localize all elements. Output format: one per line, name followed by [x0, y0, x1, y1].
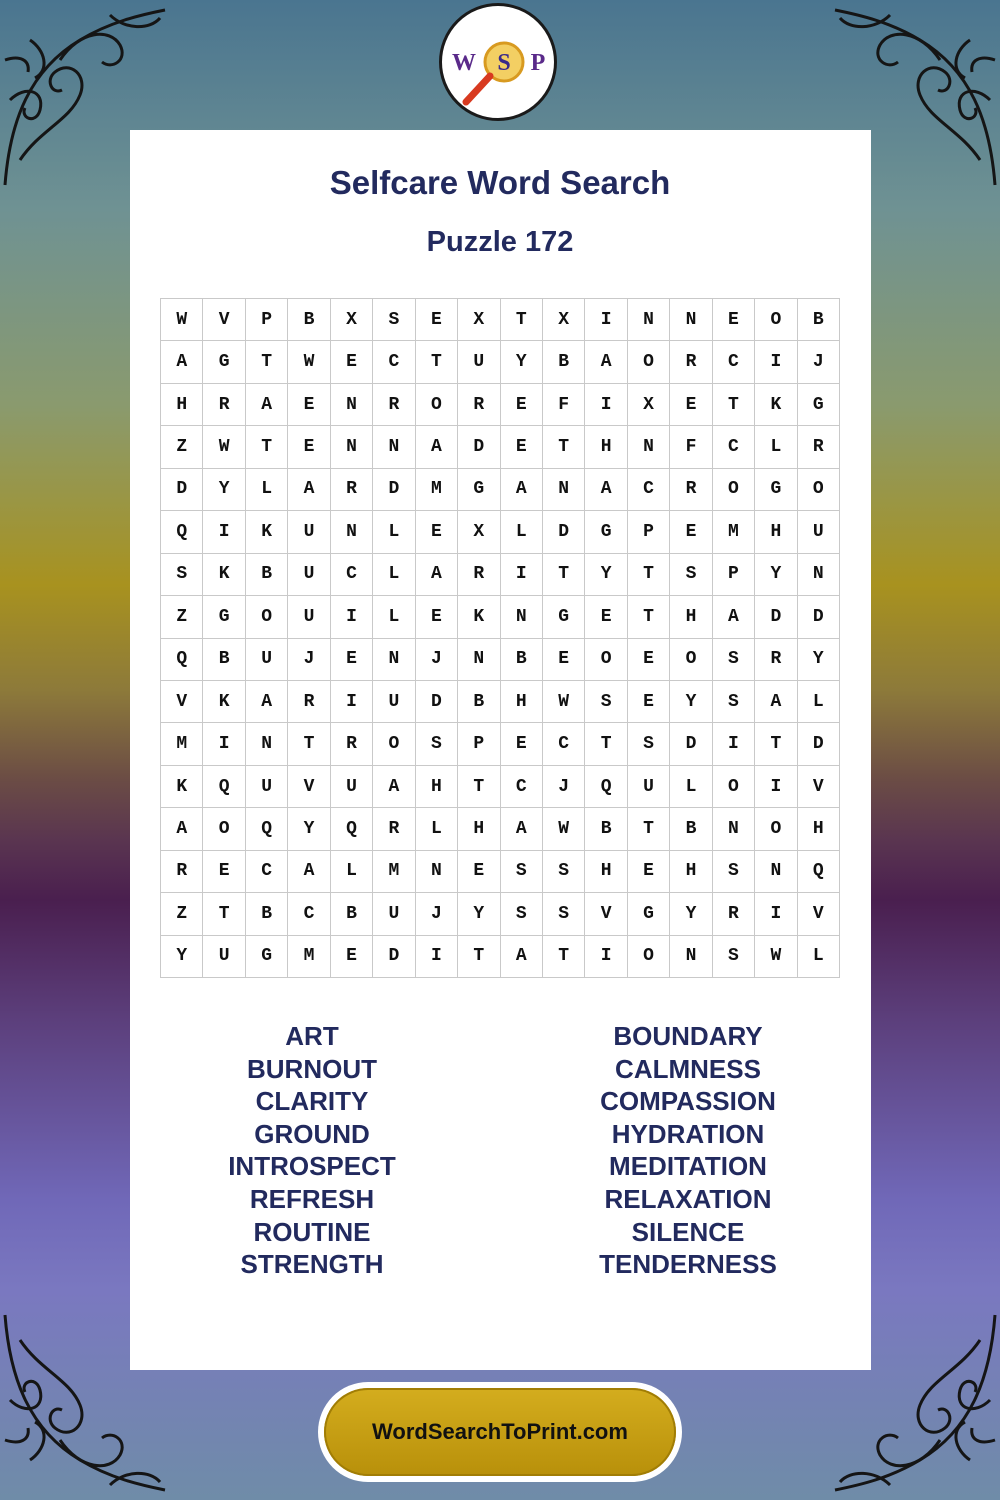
grid-cell[interactable]: B [458, 681, 500, 723]
grid-cell[interactable]: T [713, 384, 755, 426]
grid-cell[interactable]: E [331, 936, 373, 978]
word-list-item: ART [285, 1021, 339, 1051]
grid-cell[interactable]: H [585, 851, 627, 893]
grid-cell[interactable]: J [416, 639, 458, 681]
logo-letter-p: P [530, 50, 546, 76]
grid-cell[interactable]: T [628, 554, 670, 596]
grid-cell[interactable]: U [203, 936, 245, 978]
grid-cell[interactable]: T [288, 723, 330, 765]
grid-cell[interactable]: T [585, 723, 627, 765]
grid-cell[interactable]: P [246, 299, 288, 341]
grid-cell[interactable]: N [628, 299, 670, 341]
grid-cell[interactable]: Y [501, 341, 543, 383]
grid-cell[interactable]: H [798, 808, 840, 850]
grid-cell[interactable]: S [161, 554, 203, 596]
grid-cell[interactable]: K [161, 766, 203, 808]
grid-cell[interactable]: N [628, 426, 670, 468]
grid-cell[interactable]: U [288, 554, 330, 596]
grid-cell[interactable]: I [585, 299, 627, 341]
grid-cell[interactable]: O [585, 639, 627, 681]
grid-cell[interactable]: T [543, 554, 585, 596]
grid-cell[interactable]: X [331, 299, 373, 341]
grid-cell[interactable]: N [331, 384, 373, 426]
grid-cell[interactable]: H [458, 808, 500, 850]
grid-cell[interactable]: A [755, 681, 797, 723]
grid-cell[interactable]: S [713, 936, 755, 978]
puzzle-number: Puzzle 172 [426, 226, 574, 258]
grid-cell[interactable]: T [416, 341, 458, 383]
grid-cell[interactable]: E [203, 851, 245, 893]
grid-cell[interactable]: B [798, 299, 840, 341]
grid-cell[interactable]: Q [331, 808, 373, 850]
grid-cell[interactable]: S [713, 851, 755, 893]
grid-cell[interactable]: P [713, 554, 755, 596]
grid-cell[interactable]: E [331, 639, 373, 681]
grid-cell[interactable]: F [670, 426, 712, 468]
grid-cell[interactable]: A [246, 384, 288, 426]
grid-cell[interactable]: D [373, 936, 415, 978]
grid-cell[interactable]: A [713, 596, 755, 638]
grid-cell[interactable]: Y [458, 893, 500, 935]
letter-grid[interactable] [160, 298, 840, 978]
grid-cell[interactable]: Z [161, 596, 203, 638]
grid-cell[interactable]: N [246, 723, 288, 765]
grid-cell[interactable]: R [798, 426, 840, 468]
grid-cell[interactable]: X [458, 299, 500, 341]
grid-cell[interactable]: O [373, 723, 415, 765]
grid-cell[interactable]: J [288, 639, 330, 681]
grid-cell[interactable]: C [628, 469, 670, 511]
grid-cell[interactable]: E [585, 596, 627, 638]
grid-cell[interactable]: P [458, 723, 500, 765]
grid-cell[interactable]: Y [288, 808, 330, 850]
grid-cell[interactable]: M [161, 723, 203, 765]
grid-cell[interactable]: S [543, 851, 585, 893]
grid-cell[interactable]: Y [798, 639, 840, 681]
grid-cell[interactable]: G [543, 596, 585, 638]
grid-cell[interactable]: H [670, 851, 712, 893]
grid-cell[interactable]: Y [161, 936, 203, 978]
grid-cell[interactable]: T [458, 936, 500, 978]
grid-cell[interactable]: I [416, 936, 458, 978]
grid-cell[interactable]: Y [670, 893, 712, 935]
grid-cell[interactable]: L [373, 554, 415, 596]
grid-cell[interactable]: N [373, 426, 415, 468]
grid-cell[interactable]: O [203, 808, 245, 850]
grid-cell[interactable]: E [416, 299, 458, 341]
grid-cell[interactable]: U [458, 341, 500, 383]
grid-cell[interactable]: W [161, 299, 203, 341]
grid-cell[interactable]: Y [203, 469, 245, 511]
grid-cell[interactable]: L [755, 426, 797, 468]
grid-cell[interactable]: T [628, 596, 670, 638]
grid-cell[interactable]: D [798, 596, 840, 638]
grid-cell[interactable]: V [203, 299, 245, 341]
grid-cell[interactable]: I [585, 936, 627, 978]
grid-cell[interactable]: B [288, 299, 330, 341]
grid-cell[interactable]: U [798, 511, 840, 553]
grid-cell[interactable]: H [501, 681, 543, 723]
grid-cell[interactable]: R [755, 639, 797, 681]
grid-cell[interactable]: V [798, 766, 840, 808]
grid-cell[interactable]: O [713, 469, 755, 511]
grid-cell[interactable]: W [543, 808, 585, 850]
grid-cell[interactable]: H [416, 766, 458, 808]
grid-cell[interactable]: G [798, 384, 840, 426]
grid-cell[interactable]: U [288, 511, 330, 553]
grid-cell[interactable]: A [501, 936, 543, 978]
grid-cell[interactable]: V [585, 893, 627, 935]
word-list-item: COMPASSION [600, 1086, 776, 1117]
word-list-item: ROUTINE [253, 1216, 371, 1247]
grid-cell[interactable]: N [670, 936, 712, 978]
grid-cell[interactable]: B [331, 893, 373, 935]
word-list-left [162, 1020, 462, 1281]
grid-cell[interactable]: M [288, 936, 330, 978]
grid-cell[interactable]: V [798, 893, 840, 935]
grid-cell[interactable]: E [543, 639, 585, 681]
grid-cell[interactable]: D [458, 426, 500, 468]
grid-cell[interactable]: T [203, 893, 245, 935]
grid-cell[interactable]: E [288, 426, 330, 468]
grid-cell[interactable]: N [331, 511, 373, 553]
grid-cell[interactable]: X [628, 384, 670, 426]
grid-cell[interactable]: N [458, 639, 500, 681]
grid-cell[interactable]: A [501, 469, 543, 511]
grid-cell[interactable]: E [416, 511, 458, 553]
grid-cell[interactable]: C [501, 766, 543, 808]
grid-cell[interactable]: K [246, 511, 288, 553]
grid-cell[interactable]: C [713, 426, 755, 468]
grid-cell[interactable]: O [755, 808, 797, 850]
grid-cell[interactable]: M [713, 511, 755, 553]
grid-cell[interactable]: C [246, 851, 288, 893]
grid-cell[interactable]: C [331, 554, 373, 596]
grid-cell[interactable]: L [798, 936, 840, 978]
word-list-item: RELAXATION [604, 1183, 772, 1214]
grid-cell[interactable]: A [373, 766, 415, 808]
grid-cell[interactable]: I [331, 681, 373, 723]
grid-cell[interactable]: N [373, 639, 415, 681]
grid-cell[interactable]: I [755, 893, 797, 935]
grid-cell[interactable]: H [755, 511, 797, 553]
grid-cell[interactable]: I [331, 596, 373, 638]
grid-cell[interactable]: N [331, 426, 373, 468]
grid-cell[interactable]: Y [585, 554, 627, 596]
grid-cell[interactable]: W [755, 936, 797, 978]
grid-cell[interactable]: I [755, 341, 797, 383]
grid-cell[interactable]: N [416, 851, 458, 893]
grid-cell[interactable]: J [416, 893, 458, 935]
grid-cell[interactable]: V [288, 766, 330, 808]
grid-cell[interactable]: O [755, 299, 797, 341]
grid-cell[interactable]: P [628, 511, 670, 553]
word-list-item: SILENCE [631, 1216, 745, 1247]
grid-cell[interactable]: N [543, 469, 585, 511]
grid-cell[interactable]: C [288, 893, 330, 935]
grid-cell[interactable]: K [203, 554, 245, 596]
grid-cell[interactable]: B [585, 808, 627, 850]
grid-cell[interactable]: G [585, 511, 627, 553]
grid-cell[interactable]: O [713, 766, 755, 808]
word-list-item: BOUNDARY [613, 1021, 763, 1051]
grid-cell[interactable]: O [670, 639, 712, 681]
grid-cell[interactable]: B [246, 893, 288, 935]
word-list-item: STRENGTH [240, 1249, 384, 1280]
grid-cell[interactable]: E [628, 851, 670, 893]
grid-cell[interactable]: E [628, 681, 670, 723]
grid-cell[interactable]: E [628, 639, 670, 681]
grid-cell[interactable]: X [458, 511, 500, 553]
grid-cell[interactable]: N [755, 851, 797, 893]
grid-cell[interactable]: A [288, 851, 330, 893]
grid-cell[interactable]: R [670, 469, 712, 511]
grid-cell[interactable]: L [416, 808, 458, 850]
grid-cell[interactable]: N [798, 554, 840, 596]
grid-cell[interactable]: Q [161, 639, 203, 681]
grid-cell[interactable]: V [161, 681, 203, 723]
grid-cell[interactable]: T [246, 426, 288, 468]
grid-cell[interactable]: T [628, 808, 670, 850]
grid-cell[interactable]: W [543, 681, 585, 723]
grid-cell[interactable]: U [373, 893, 415, 935]
grid-cell[interactable]: H [585, 426, 627, 468]
grid-cell[interactable]: U [373, 681, 415, 723]
grid-cell[interactable]: T [543, 936, 585, 978]
grid-cell[interactable]: W [203, 426, 245, 468]
grid-cell[interactable]: D [798, 723, 840, 765]
grid-cell[interactable]: C [373, 341, 415, 383]
grid-cell[interactable]: D [755, 596, 797, 638]
grid-cell[interactable]: E [670, 511, 712, 553]
grid-cell[interactable]: G [203, 341, 245, 383]
grid-cell[interactable]: A [585, 341, 627, 383]
grid-cell[interactable]: A [161, 341, 203, 383]
grid-cell[interactable]: A [288, 469, 330, 511]
logo-letter-w: W [452, 50, 476, 76]
grid-cell[interactable]: J [798, 341, 840, 383]
grid-cell[interactable]: I [755, 766, 797, 808]
grid-cell[interactable]: A [161, 808, 203, 850]
logo-letter-s: S [497, 50, 511, 76]
grid-cell[interactable]: S [628, 723, 670, 765]
grid-cell[interactable]: U [628, 766, 670, 808]
grid-cell[interactable]: R [331, 469, 373, 511]
grid-cell[interactable]: N [670, 299, 712, 341]
grid-cell[interactable]: T [501, 299, 543, 341]
grid-cell[interactable]: E [331, 341, 373, 383]
grid-cell[interactable]: E [713, 299, 755, 341]
grid-cell[interactable]: L [373, 511, 415, 553]
grid-cell[interactable]: Y [755, 554, 797, 596]
grid-cell[interactable]: S [501, 893, 543, 935]
grid-cell[interactable]: A [501, 808, 543, 850]
grid-cell[interactable]: F [543, 384, 585, 426]
grid-cell[interactable]: S [416, 723, 458, 765]
grid-cell[interactable]: U [331, 766, 373, 808]
grid-cell[interactable]: Z [161, 893, 203, 935]
grid-cell[interactable]: O [798, 469, 840, 511]
grid-cell[interactable]: I [203, 511, 245, 553]
word-list-item: MEDITATION [609, 1151, 767, 1182]
grid-cell[interactable]: B [501, 639, 543, 681]
grid-cell[interactable]: A [585, 469, 627, 511]
page-title: Selfcare Word Search [329, 164, 671, 201]
grid-cell[interactable]: R [203, 384, 245, 426]
grid-cell[interactable]: I [585, 384, 627, 426]
grid-cell[interactable]: A [416, 554, 458, 596]
grid-cell[interactable]: B [246, 554, 288, 596]
grid-cell[interactable]: Q [798, 851, 840, 893]
grid-cell[interactable]: R [288, 681, 330, 723]
grid-cell[interactable]: G [203, 596, 245, 638]
grid-cell[interactable]: R [458, 384, 500, 426]
grid-cell[interactable]: G [755, 469, 797, 511]
grid-cell[interactable]: T [755, 723, 797, 765]
grid-cell[interactable]: L [246, 469, 288, 511]
word-list-item: REFRESH [249, 1183, 375, 1214]
grid-cell[interactable]: K [755, 384, 797, 426]
grid-cell[interactable]: I [713, 723, 755, 765]
grid-cell[interactable]: L [670, 766, 712, 808]
grid-cell[interactable]: L [331, 851, 373, 893]
word-list-item: INTROSPECT [228, 1151, 396, 1182]
grid-cell[interactable]: R [161, 851, 203, 893]
grid-cell[interactable]: B [543, 341, 585, 383]
grid-cell[interactable]: G [458, 469, 500, 511]
grid-cell[interactable]: S [585, 681, 627, 723]
grid-cell[interactable]: Y [670, 681, 712, 723]
grid-cell[interactable]: D [373, 469, 415, 511]
grid-cell[interactable]: D [416, 681, 458, 723]
grid-cell[interactable]: Z [161, 426, 203, 468]
grid-cell[interactable]: U [288, 596, 330, 638]
grid-cell[interactable]: Q [203, 766, 245, 808]
word-list-item: CLARITY [255, 1086, 369, 1117]
grid-cell[interactable]: L [501, 511, 543, 553]
grid-cell[interactable]: N [501, 596, 543, 638]
grid-cell[interactable]: S [373, 299, 415, 341]
grid-cell[interactable]: D [670, 723, 712, 765]
grid-cell[interactable]: E [416, 596, 458, 638]
grid-cell[interactable]: O [628, 936, 670, 978]
grid-cell[interactable]: A [246, 681, 288, 723]
grid-cell[interactable]: U [246, 639, 288, 681]
grid-cell[interactable]: T [543, 426, 585, 468]
grid-cell[interactable]: G [628, 893, 670, 935]
grid-cell[interactable]: E [458, 851, 500, 893]
grid-cell[interactable]: H [670, 596, 712, 638]
website-button[interactable]: WordSearchToPrint.com [324, 1388, 676, 1476]
grid-cell[interactable]: D [161, 469, 203, 511]
grid-cell[interactable]: A [416, 426, 458, 468]
grid-cell[interactable]: E [501, 384, 543, 426]
word-list-item: HYDRATION [611, 1118, 765, 1149]
grid-cell[interactable]: R [458, 554, 500, 596]
grid-cell[interactable]: O [628, 341, 670, 383]
grid-cell[interactable]: U [246, 766, 288, 808]
grid-cell[interactable]: X [543, 299, 585, 341]
word-list-item: CALMNESS [615, 1053, 761, 1084]
grid-cell[interactable]: T [246, 341, 288, 383]
grid-cell[interactable]: J [543, 766, 585, 808]
grid-cell[interactable]: E [501, 426, 543, 468]
grid-cell[interactable]: W [288, 341, 330, 383]
grid-cell[interactable]: E [670, 384, 712, 426]
grid-cell[interactable]: R [331, 723, 373, 765]
grid-cell[interactable]: S [713, 681, 755, 723]
grid-cell[interactable]: S [501, 851, 543, 893]
grid-cell[interactable]: N [713, 808, 755, 850]
wsp-logo[interactable] [439, 3, 557, 121]
grid-cell[interactable]: H [161, 384, 203, 426]
grid-cell[interactable]: D [543, 511, 585, 553]
grid-cell[interactable]: M [373, 851, 415, 893]
grid-cell[interactable]: S [543, 893, 585, 935]
grid-cell[interactable]: T [458, 766, 500, 808]
grid-cell[interactable]: Q [585, 766, 627, 808]
grid-cell[interactable]: S [713, 639, 755, 681]
grid-cell[interactable]: K [458, 596, 500, 638]
grid-cell[interactable]: Q [246, 808, 288, 850]
word-list-item: TENDERNESS [599, 1249, 777, 1280]
grid-cell[interactable]: E [288, 384, 330, 426]
grid-cell[interactable]: B [670, 808, 712, 850]
word-list-item: GROUND [254, 1118, 370, 1149]
grid-cell[interactable]: R [713, 893, 755, 935]
grid-cell[interactable]: R [670, 341, 712, 383]
grid-cell[interactable]: I [501, 554, 543, 596]
word-list-right [538, 1020, 838, 1281]
grid-cell[interactable]: K [203, 681, 245, 723]
grid-cell[interactable]: L [373, 596, 415, 638]
grid-cell[interactable]: C [543, 723, 585, 765]
word-list-item: BURNOUT [247, 1053, 377, 1084]
grid-cell[interactable]: C [713, 341, 755, 383]
grid-cell[interactable]: M [416, 469, 458, 511]
grid-cell[interactable]: O [246, 596, 288, 638]
grid-cell[interactable]: I [203, 723, 245, 765]
grid-cell[interactable]: L [798, 681, 840, 723]
grid-cell[interactable]: O [416, 384, 458, 426]
grid-cell[interactable]: B [203, 639, 245, 681]
grid-cell[interactable]: E [501, 723, 543, 765]
grid-cell[interactable]: R [373, 808, 415, 850]
grid-cell[interactable]: S [670, 554, 712, 596]
grid-cell[interactable]: G [246, 936, 288, 978]
grid-cell[interactable]: R [373, 384, 415, 426]
grid-cell[interactable]: Q [161, 511, 203, 553]
